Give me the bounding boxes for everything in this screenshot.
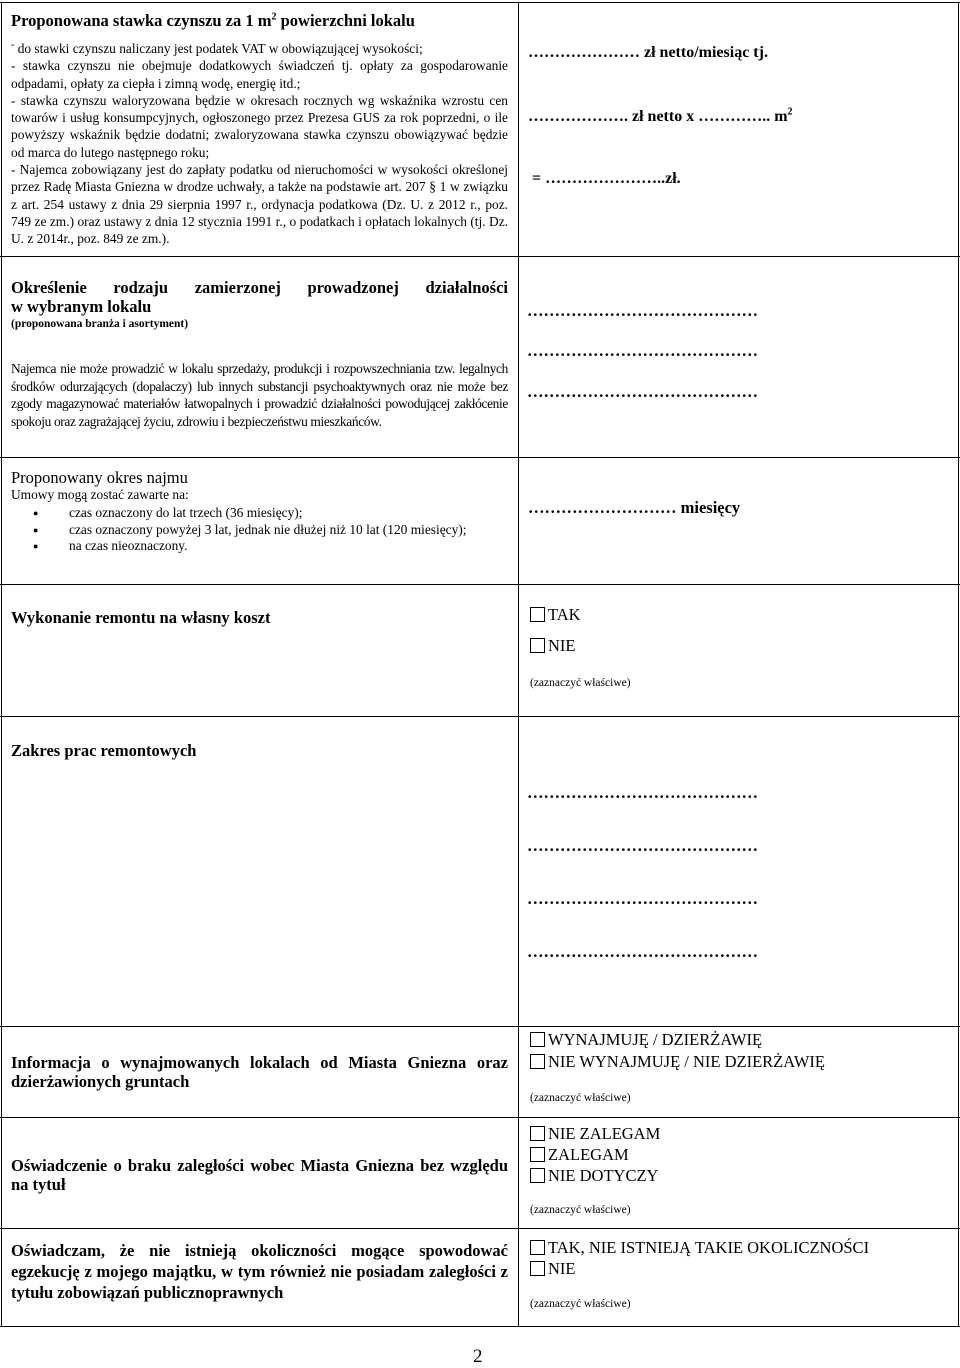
arrears-title: Oświadczenie o braku zaległości wobec Miasta Gniezna bez względu na tytuł (11, 1156, 508, 1194)
rent-condition-services: - stawka czynszu nie obejmuje dodatkowych świadczeń tj. opłaty za gospodarowanie odpadami, opłaty za ciepła i zimną wodę, energię itd.; (11, 58, 508, 91)
scope-title: Zakres prac remontowych (11, 741, 197, 760)
page-number: 2 (473, 1346, 483, 1367)
business-answer-line[interactable]: …………………………………… (527, 382, 758, 401)
checkbox-icon[interactable] (530, 638, 545, 653)
scope-answer-line[interactable]: …………………………………… (527, 889, 758, 908)
checkbox-icon[interactable] (530, 1126, 545, 1141)
table-divider (0, 1228, 960, 1229)
table-column-divider (518, 2, 519, 1327)
business-answer-line[interactable]: …………………………………… (527, 341, 758, 360)
table-divider (0, 584, 960, 585)
execution-title: Oświadczam, że nie istnieją okoliczności mogące spowodować egzekucję z mojego majątku, w tym również nie posiadam zaległości z tytułu zobowiązań publicznoprawnych (11, 1241, 508, 1302)
rent-monthly-net-field[interactable]: ………………… zł netto/miesiąc tj. (528, 44, 768, 61)
checkbox-icon[interactable] (530, 1168, 545, 1183)
business-answer-line[interactable]: …………………………………… (527, 301, 758, 320)
period-options-list (11, 505, 511, 555)
table-border-top (0, 2, 960, 3)
table-divider (0, 716, 960, 717)
rent-total-field[interactable]: = …………………..zł. (532, 170, 681, 187)
arrears-option-owing[interactable]: ZALEGAM (530, 1146, 629, 1165)
checkbox-icon[interactable] (530, 1054, 545, 1069)
rent-condition-vat: - do stawki czynszu naliczany jest podatek VAT w obowiązującej wysokości; (11, 39, 423, 56)
period-title: Proponowany okres najmu (11, 468, 188, 487)
checkbox-icon[interactable] (530, 1240, 545, 1255)
rent-condition-tax: - Najemca zobowiązany jest do zapłaty podatku od nieruchomości w wysokości określonej przez Radę Miasta Gniezna w drodze uchwały, a także na podstawie art. 207 § 1 w związku z art. 254 ustawy z dnia 29 sierpnia 1997 r., ordynacja podatkowa (Dz. U. z 2012 r., poz. 749 ze zm.) oraz ustawy z dnia 12 stycznia 1991 r., o podatkach i opłatach lokalnych (tj. Dz. U. z 2014r., poz. 849 ze zm.). (11, 162, 508, 247)
arrears-note: (zaznaczyć właściwe) (530, 1204, 631, 1216)
bullet-icon: ● (33, 508, 39, 518)
rent-rate-per-area-field[interactable]: ………………. zł netto x ………….. $m^2$ (528, 106, 793, 125)
execution-option-yes[interactable]: TAK, NIE ISTNIEJĄ TAKIE OKOLICZNOŚCI (530, 1239, 869, 1258)
arrears-option-none[interactable]: NIE ZALEGAM (530, 1125, 660, 1144)
renovation-option-no[interactable]: NIE (530, 637, 576, 656)
execution-note: (zaznaczyć właściwe) (530, 1298, 631, 1310)
checkbox-icon[interactable] (530, 607, 545, 622)
leases-option-no[interactable]: NIE WYNAJMUJĘ / NIE DZIERŻAWIĘ (530, 1053, 825, 1072)
bullet-icon: ● (33, 541, 39, 551)
period-option: ● czas oznaczony powyżej 3 lat, jednak nie dłużej niż 10 lat (120 miesięcy); (33, 521, 467, 537)
checkbox-icon[interactable] (530, 1261, 545, 1276)
table-divider (0, 1117, 960, 1118)
period-option: ● na czas nieoznaczony. (33, 538, 188, 553)
renovation-title: Wykonanie remontu na własny koszt (11, 608, 271, 627)
bullet-icon: ● (33, 524, 39, 535)
table-border-left (1, 2, 2, 1327)
table-border-right (958, 2, 959, 1327)
execution-option-no[interactable]: NIE (530, 1260, 576, 1279)
scope-answer-line[interactable]: …………………………………… (527, 836, 758, 855)
business-title: Określenie rodzaju zamierzonej prowadzonej działalności w wybranym lokalu (11, 278, 508, 316)
period-months-field[interactable]: ……………………… miesięcy (528, 498, 741, 517)
renovation-note: (zaznaczyć właściwe) (530, 677, 631, 689)
arrears-option-not-applicable[interactable]: NIE DOTYCZY (530, 1167, 658, 1186)
table-border-bottom (0, 1326, 960, 1327)
leases-title: Informacja o wynajmowanych lokalach od Miasta Gniezna oraz dzierżawionych gruntach (11, 1053, 508, 1091)
leases-note: (zaznaczyć właściwe) (530, 1092, 631, 1104)
rent-title: Proponowana stawka czynszu za 1 $m^2$ powierzchni lokalu (11, 11, 415, 30)
period-intro: Umowy mogą zostać zawarte na: (11, 487, 189, 502)
period-option: ● czas oznaczony do lat trzech (36 miesięcy); (33, 505, 303, 520)
rent-conditions (11, 40, 508, 248)
table-divider (0, 1026, 960, 1027)
business-subtitle: (proponowana branża i asortyment) (11, 318, 189, 330)
renovation-option-yes[interactable]: TAK (530, 606, 581, 625)
table-divider (0, 256, 960, 257)
leases-option-yes[interactable]: WYNAJMUJĘ / DZIERŻAWIĘ (530, 1031, 762, 1050)
scope-answer-line[interactable]: …………………………………… (527, 942, 758, 961)
checkbox-icon[interactable] (530, 1032, 545, 1047)
business-restrictions: Najemca nie może prowadzić w lokalu sprzedaży, produkcji i rozpowszechniania tzw. legalnych środków odurzających (dopalaczy) lub innych substancji psychoaktywnych oraz nie może bez zgody magazynować materiałów łatwopalnych i prowadzić działalności powodującej zakłócenie spokoju oraz zagrażającej życiu, zdrowiu i bezpieczeństwu mieszkańców. (11, 361, 508, 429)
table-divider (0, 457, 960, 458)
rent-condition-indexation: - stawka czynszu waloryzowana będzie w okresach rocznych wg wskaźnika wzrostu cen towarów i usług konsumpcyjnych, ogłoszonego przez Prezesa GUS za rok poprzedni, o ile powyższy wskaźnik będzie dodatni; zwaloryzowana stawka czynszu obowiązywać będzie od marca do lutego następnego roku; (11, 92, 508, 160)
scope-answer-line[interactable]: …………………………………… (527, 783, 758, 802)
checkbox-icon[interactable] (530, 1147, 545, 1162)
